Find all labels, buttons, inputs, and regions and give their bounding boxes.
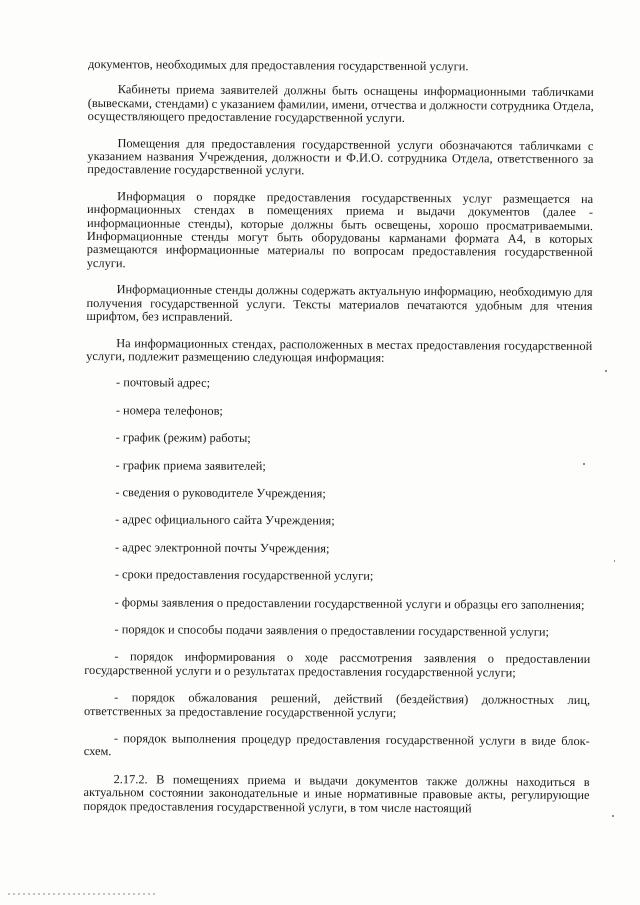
paragraph: На информационных стендах, расположенных в местах предоставления государственной услуги, подлежит размещению следующая информация: [86, 335, 593, 365]
list-item: - сведения о руководителе Учреждения; [115, 485, 326, 501]
list-item: - формы заявления о предоставлении государственной услуги и образцы его заполнения; [114, 594, 585, 612]
paragraph: Информация о порядке предоставления государственных услуг размещается на информационных стендах в помещениях приема и выдачи документов (далее - информационные стенды), которые должны быть освещены, хорошо просматриваемыми. Информационные стенды могут быть оборудованы карманами формата А4, в которых размещаются информационные материалы по вопросам предоставления государственной услуги. [86, 189, 594, 271]
list-item: - порядок выполнения процедур предоставления государственной услуги в виде блок-схем. [83, 731, 590, 759]
list-item: - график приема заявителей; [115, 457, 266, 473]
document-body [83, 58, 594, 829]
scan-speck [614, 560, 615, 562]
paragraph: Кабинеты приема заявителей должны быть оснащены информационными табличками (вывесками, стендами) с указанием фамилии, имени, отчества и должности сотрудника Отдела, осуществляющего предоставление государственной услуги. [87, 82, 594, 126]
list-item: - порядок и способы подачи заявления о предоставлении государственной услуги; [114, 622, 549, 639]
paragraph: 2.17.2. В помещениях приема и выдачи документов также должны находиться в актуальном состоянии законодательные и иные нормативные правовые акты, регулирующие порядок предоставления государственной услуги, в том числе настоящий [83, 771, 590, 815]
scan-edge-marks [8, 893, 158, 895]
list-item: - почтовый адрес; [115, 375, 211, 391]
list-item: - порядок обжалования решений, действий (бездействия) должностных лиц, ответственных за предоставление государственной услуги; [83, 690, 591, 720]
list-item: - номера телефонов; [115, 402, 223, 418]
scan-speck [612, 815, 614, 817]
paragraph: Помещения для предоставления государственной услуги обозначаются табличками с указанием названия Учреждения, должности и Ф.И.О. сотрудника Отдела, ответственного за предоставление государственной услуги. [87, 135, 594, 178]
paragraph: Информационные стенды должны содержать актуальную информацию, необходимую для получения государственной услуги. Тексты материалов печатаются удобным для чтения шрифтом, без исправлений. [86, 282, 593, 324]
list-item: - порядок информирования о ходе рассмотрения заявления о предоставлении государственной услуги и о результатах предоставления государственной услуги; [84, 649, 591, 680]
scan-speck [583, 463, 585, 465]
paragraph: документов, необходимых для предоставления государственной услуги. [87, 57, 469, 74]
list-item: - адрес электронной почты Учреждения; [114, 539, 330, 556]
list-item: - сроки предоставления государственной услуги; [114, 567, 374, 583]
list-item: - график (режим) работы; [115, 430, 251, 446]
scan-speck [605, 370, 607, 372]
list-item: - адрес официального сайта Учреждения; [115, 512, 335, 528]
